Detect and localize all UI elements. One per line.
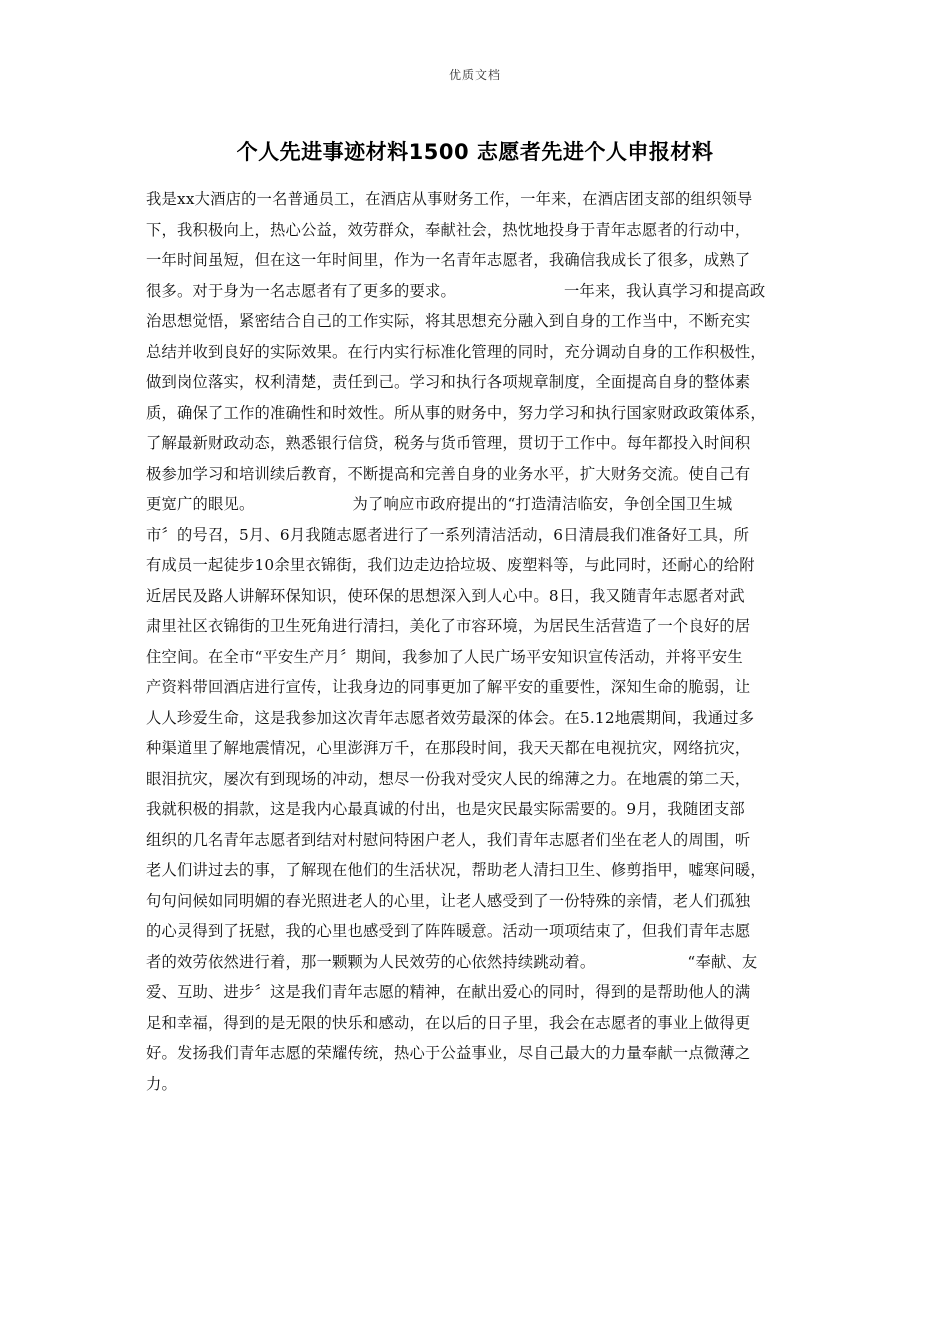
body-line bbox=[146, 489, 812, 520]
body-line: 近居民及路人讲解环保知识，使环保的思想深入到人心中。8日，我又随青年志愿者对武 bbox=[146, 586, 745, 605]
body-line-part: 很多。对于身为一名志愿者有了更多的要求。 bbox=[146, 281, 456, 300]
body-line-part: 更宽广的眼见。 bbox=[146, 495, 255, 513]
body-line: 句句问候如同明媚的春光照进老人的心里，让老人感受到了一份特殊的亲情，老人们孤独 bbox=[146, 891, 751, 910]
body-line: 老人们讲过去的事，了解现在他们的生活状况，帮助老人清扫卫生、修剪指甲，嘘寒问暖， bbox=[146, 861, 766, 879]
body-line: 种渠道里了解地震情况，心里澎湃万千，在那段时间，我天天都在电视抗灾，网络抗灾， bbox=[146, 739, 751, 757]
body-line-part: 为了响应市政府提出的“打造清洁临安，争创全国卫生城 bbox=[352, 495, 733, 513]
body-line: 我是xx大酒店的一名普通员工，在酒店从事财务工作，一年来，在酒店团支部的组织领导 bbox=[146, 190, 753, 208]
body-line: 质，确保了工作的准确性和时效性。所从事的财务中，努力学习和执行国家财政政策体系， bbox=[146, 403, 766, 422]
body-line: 组织的几名青年志愿者到结对村慰问特困户老人，我们青年志愿者们坐在老人的周围，听 bbox=[146, 830, 751, 849]
body-line: 了解最新财政动态，熟悉银行信贷，税务与货币管理，贯切于工作中。每年都投入时间积 bbox=[146, 434, 751, 452]
document-title: 个人先进事迹材料1500 志愿者先进个人申报材料 bbox=[236, 140, 714, 164]
body-line: 肃里社区衣锦街的卫生死角进行清扫，美化了市容环境，为居民生活营造了一个良好的居 bbox=[146, 617, 751, 635]
body-line: 做到岗位落实，权利清楚，责任到己。学习和执行各项规章制度，全面提高自身的整体素 bbox=[146, 373, 751, 391]
body-line: 市〞的号召，5月、6月我随志愿者进行了一系列清洁活动，6日清晨我们准备好工具，所 bbox=[146, 525, 750, 544]
body-line-part: “奉献、友 bbox=[687, 952, 758, 971]
body-line: 我就积极的捐款，这是我内心最真诚的付出，也是灾民最实际需要的。9月，我随团支部 bbox=[146, 800, 745, 818]
body-line: 住空间。在全市“平安生产月〞期间，我参加了人民广场平安知识宣传活动，并将平安生 bbox=[146, 647, 743, 666]
body-line: 总结并收到良好的实际效果。在行内实行标准化管理的同时，充分调动自身的工作积极性， bbox=[146, 342, 766, 361]
body-line: 产资料带回酒店进行宣传，让我身边的同事更加了解平安的重要性，深知生命的脆弱，让 bbox=[146, 678, 751, 696]
body-line-part: 者的效劳依然进行着，那一颗颗为人民效劳的心依然持续跳动着。 bbox=[146, 952, 596, 971]
page-header: 优质文档 bbox=[448, 68, 501, 82]
body-line: 眼泪抗灾，屡次有到现场的冲动，想尽一份我对受灾人民的绵薄之力。在地震的第二天， bbox=[146, 769, 751, 788]
body-line: 下，我积极向上，热心公益，效劳群众，奉献社会，热忱地投身于青年志愿者的行动中， bbox=[146, 220, 751, 239]
body-line: 治思想觉悟，紧密结合自己的工作实际，将其思想充分融入到自身的工作当中，不断充实 bbox=[146, 312, 751, 330]
body-line: 有成员一起徒步10余里衣锦街，我们边走边拾垃圾、废塑料等，与此同时，还耐心的给附 bbox=[146, 556, 755, 574]
body-line: 足和幸福，得到的是无限的快乐和感动，在以后的日子里，我会在志愿者的事业上做得更 bbox=[146, 1013, 751, 1032]
body-line bbox=[146, 276, 812, 307]
body-line bbox=[146, 947, 812, 978]
body-line: 爱、互助、进步〞这是我们青年志愿的精神，在献出爱心的同时，得到的是帮助他人的满 bbox=[146, 983, 751, 1001]
body-line: 好。发扬我们青年志愿的荣耀传统，热心于公益事业，尽自己最大的力量奉献一点微薄之 bbox=[146, 1044, 751, 1062]
body-line: 极参加学习和培训续后教育，不断提高和完善自身的业务水平，扩大财务交流。使自己有 bbox=[146, 464, 751, 483]
body-line: 力。 bbox=[146, 1074, 177, 1093]
document-body bbox=[146, 184, 812, 1099]
body-line: 人人珍爱生命，这是我参加这次青年志愿者效劳最深的体会。在5.12地震期间，我通过多 bbox=[146, 708, 755, 727]
body-line-part: 一年来，我认真学习和提高政 bbox=[563, 281, 766, 300]
body-line: 一年时间虽短，但在这一年时间里，作为一名青年志愿者，我确信我成长了很多，成熟了 bbox=[146, 251, 751, 269]
body-line: 的心灵得到了抚慰，我的心里也感受到了阵阵暖意。活动一项项结束了，但我们青年志愿 bbox=[146, 922, 751, 940]
